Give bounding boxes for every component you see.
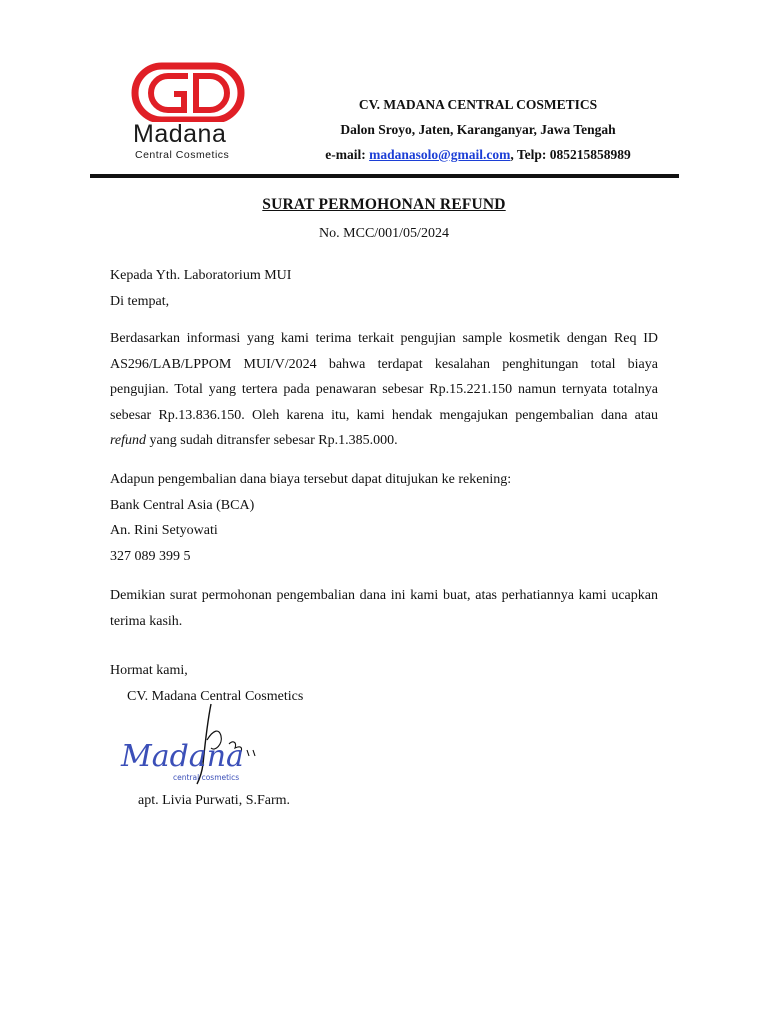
regards-text: Hormat kami,	[110, 663, 188, 678]
paragraph-italic: refund	[110, 433, 147, 448]
letterhead-divider	[90, 174, 679, 178]
paragraph-text-end: yang sudah ditransfer sebesar Rp.1.385.000.	[146, 433, 398, 448]
logo-subtitle: Central Cosmetics	[135, 149, 230, 161]
body-paragraph	[110, 326, 658, 454]
account-name: An. Rini Setyowati	[110, 523, 218, 538]
email-link[interactable]: madanasolo@gmail.com	[369, 147, 511, 162]
letter-title: SURAT PERMOHONAN REFUND	[262, 196, 506, 213]
company-address: Dalon Sroyo, Jaten, Karanganyar, Jawa Tengah	[340, 122, 616, 137]
company-info	[278, 92, 678, 167]
company-contact	[278, 142, 678, 167]
recipient-place: Di tempat,	[110, 293, 170, 309]
account-number: 327 089 399 5	[110, 548, 191, 564]
stamp-subtitle: central cosmetics	[173, 773, 240, 782]
logo-name: Madana	[133, 120, 227, 148]
recipient-block	[110, 263, 658, 314]
signature-stamp-icon	[115, 700, 275, 790]
bank-name: Bank Central Asia (BCA)	[110, 497, 255, 513]
closing-paragraph: Demikian surat permohonan pengembalian dana ini kami buat, atas perhatiannya kami ucapkan terima kasih.	[110, 588, 658, 629]
signer-name: apt. Livia Purwati, S.Farm.	[138, 793, 291, 808]
email-label: e-mail:	[325, 147, 370, 162]
bank-intro: Adapun pengembalian dana biaya tersebut dapat ditujukan ke rekening:	[110, 472, 512, 487]
recipient-line: Kepada Yth. Laboratorium MUI	[110, 268, 292, 283]
company-name: CV. MADANA CENTRAL COSMETICS	[358, 97, 598, 112]
stamp-wordmark: Madana	[121, 739, 244, 774]
phone-number: 085215858989	[549, 147, 631, 162]
paragraph-text: Berdasarkan informasi yang kami terima terkait pengujian sample kosmetik dengan Req ID AS296/LAB/LPPOM MUI/V/2024 bahwa terdapat kesalahan penghitungan total biaya pengujian. Total yang tertera pada penawaran sebesar Rp.15.221.150 namun ternyata totalnya sebesar Rp.13.836.150. Oleh karena itu, kami hendak mengajukan pengembalian dana atau	[110, 331, 658, 423]
bank-block	[110, 467, 658, 569]
signature-company: CV. Madana Central Cosmetics	[127, 688, 304, 704]
letter-number: No. MCC/001/05/2024	[319, 226, 449, 241]
phone-label: , Telp:	[510, 147, 550, 162]
